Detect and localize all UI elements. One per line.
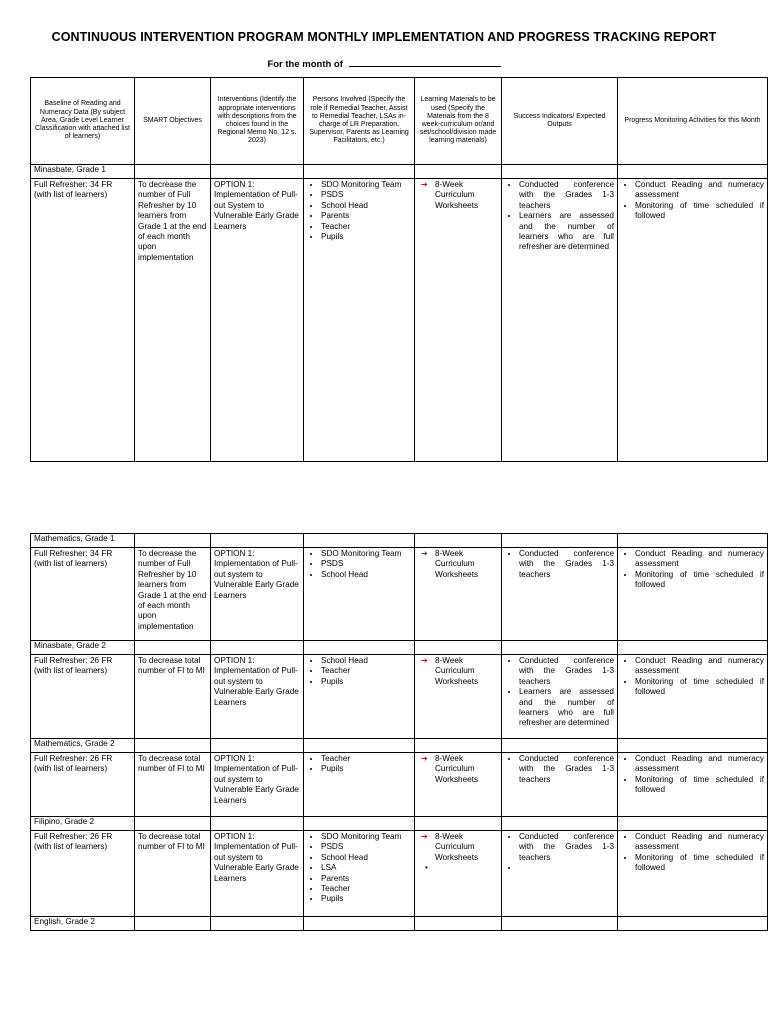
indicators-cell	[502, 655, 618, 739]
monitoring-cell	[618, 179, 768, 462]
persons-cell	[304, 179, 415, 462]
persons-cell	[304, 655, 415, 739]
empty-cell	[304, 917, 415, 931]
list-item: • Monitoring of time scheduled if followed	[635, 201, 764, 222]
list-item: • Monitoring of time scheduled if followed	[635, 775, 764, 796]
empty-cell	[502, 165, 618, 179]
empty-cell	[415, 817, 502, 831]
month-blank-field	[349, 57, 501, 67]
arrow-marker-icon: ➔	[421, 832, 428, 841]
baseline-cell: Full Refresher: 34 FR (with list of learners)	[31, 179, 135, 462]
list-item: • Conduct Reading and numeracy assessment	[635, 656, 764, 677]
list-item	[418, 656, 498, 687]
group-label: Mathematics, Grade 1	[31, 534, 135, 548]
materials-cell	[415, 548, 502, 641]
material-text: 8-Week Curriculum Worksheets	[435, 549, 479, 579]
persons-cell-list	[307, 832, 411, 905]
empty-cell	[135, 917, 211, 931]
baseline-cell: Full Refresher: 34 FR (with list of learners)	[31, 548, 135, 641]
list-item: • Conduct Reading and numeracy assessment	[635, 180, 764, 201]
empty-cell	[135, 165, 211, 179]
header-objectives: SMART Objectives	[135, 78, 211, 165]
list-item: • Pupils	[321, 764, 411, 774]
group-label: Minasbate, Grade 1	[31, 165, 135, 179]
list-item: • LSA	[321, 863, 411, 873]
intervention-cell: OPTION 1: Implementation of Pull-out system to Vulnerable Early Grade Learners	[211, 548, 304, 641]
empty-cell	[618, 817, 768, 831]
list-item: • Teacher	[321, 884, 411, 894]
empty-cell	[304, 641, 415, 655]
indicators-cell	[502, 179, 618, 462]
material-text: 8-Week Curriculum Worksheets	[435, 180, 479, 210]
empty-cell	[415, 165, 502, 179]
empty-cell	[415, 739, 502, 753]
materials-cell	[415, 831, 502, 917]
header-monitoring: Progress Monitoring Activities for this Month	[618, 78, 768, 165]
table-body-bottom	[31, 534, 768, 931]
baseline-cell: Full Refresher: 26 FR (with list of learners)	[31, 655, 135, 739]
monitoring-cell-list	[621, 180, 764, 222]
materials-list	[418, 754, 498, 785]
empty-cell	[415, 917, 502, 931]
materials-cell	[415, 179, 502, 462]
table-row	[31, 831, 768, 917]
baseline-cell: Full Refresher: 26 FR (with list of learners)	[31, 753, 135, 817]
empty-cell	[135, 817, 211, 831]
indicators-cell-list	[505, 754, 614, 785]
persons-cell	[304, 548, 415, 641]
materials-list	[418, 656, 498, 687]
empty-cell	[502, 739, 618, 753]
monitoring-cell	[618, 655, 768, 739]
list-item: • Conduct Reading and numeracy assessment	[635, 832, 764, 853]
group-row	[31, 641, 768, 655]
materials-list	[418, 549, 498, 580]
table-row	[31, 548, 768, 641]
list-item: • Learners are assessed and the number of learners who are full refresher are determined	[519, 687, 614, 729]
intervention-cell: OPTION 1: Implementation of Pull-out system to Vulnerable Early Grade Learners	[211, 655, 304, 739]
arrow-marker-icon: ➔	[421, 180, 428, 189]
header-baseline: Baseline of Reading and Numeracy Data (By subject Area, Grade Level Learner Classification with attached list of learners)	[31, 78, 135, 165]
intervention-cell: OPTION 1: Implementation of Pull-out system to Vulnerable Early Grade Learners	[211, 753, 304, 817]
empty-cell	[304, 534, 415, 548]
bullet-icon: •	[425, 863, 428, 873]
list-item: • School Head	[321, 570, 411, 580]
persons-cell-list	[307, 549, 411, 580]
empty-cell	[415, 534, 502, 548]
list-item: • Conduct Reading and numeracy assessment	[635, 549, 764, 570]
group-row	[31, 165, 768, 179]
persons-cell-list	[307, 754, 411, 775]
list-item: • Parents	[321, 211, 411, 221]
empty-cell	[135, 641, 211, 655]
monitoring-cell	[618, 548, 768, 641]
materials-list	[418, 180, 498, 211]
list-item: • Conducted conference with the Grades 1-3 teachers	[519, 549, 614, 580]
persons-cell	[304, 831, 415, 917]
monitoring-cell	[618, 753, 768, 817]
list-item: • Conducted conference with the Grades 1-3 teachers	[519, 180, 614, 211]
table-row	[31, 655, 768, 739]
list-item: • Pupils	[321, 894, 411, 904]
indicators-cell	[502, 831, 618, 917]
arrow-marker-icon: ➔	[421, 754, 428, 763]
indicators-cell-list	[505, 656, 614, 729]
empty-cell	[304, 739, 415, 753]
arrow-marker-icon: ➔	[421, 549, 428, 558]
list-item: • SDO Monitoring Team	[321, 549, 411, 559]
empty-cell	[502, 917, 618, 931]
list-item	[418, 832, 498, 863]
empty-cell	[502, 641, 618, 655]
materials-cell	[415, 753, 502, 817]
empty-cell	[304, 165, 415, 179]
header-indicators: Success Indicators/ Expected Outputs	[502, 78, 618, 165]
objective-cell: To decrease total number of FI to MI	[135, 655, 211, 739]
list-item: • PSDS	[321, 190, 411, 200]
list-item: • SDO Monitoring Team	[321, 832, 411, 842]
baseline-cell: Full Refresher: 26 FR (with list of learners)	[31, 831, 135, 917]
indicators-cell-list	[505, 832, 614, 874]
list-item: • School Head	[321, 656, 411, 666]
monitoring-cell-list	[621, 754, 764, 796]
group-row	[31, 917, 768, 931]
list-item: • Learners are assessed and the number of learners who are full refresher are determined	[519, 211, 614, 253]
list-item: • Teacher	[321, 666, 411, 676]
intervention-cell: OPTION 1: Implementation of Pull-out system to Vulnerable Early Grade Learners	[211, 831, 304, 917]
list-item: • School Head	[321, 201, 411, 211]
monitoring-cell-list	[621, 656, 764, 698]
header-row	[31, 78, 768, 165]
month-label: For the month of	[267, 59, 343, 70]
header-materials: Learning Materials to be used (Specify the Materials from the 8 week-curriculum or/and set/school/division made learning materials)	[415, 78, 502, 165]
materials-cell	[415, 655, 502, 739]
objective-cell: To decrease total number of FI to MI	[135, 753, 211, 817]
list-item	[418, 863, 498, 873]
list-item: • Monitoring of time scheduled if followed	[635, 570, 764, 591]
list-item: • School Head	[321, 853, 411, 863]
intervention-cell: OPTION 1: Implementation of Pull-out System to Vulnerable Early Grade Learners	[211, 179, 304, 462]
group-label: Mathematics, Grade 2	[31, 739, 135, 753]
monitoring-cell-list	[621, 832, 764, 874]
persons-cell-list	[307, 180, 411, 242]
group-row	[31, 739, 768, 753]
report-table-page-section-2	[30, 533, 768, 931]
empty-cell	[211, 534, 304, 548]
list-item: • Conducted conference with the Grades 1-3 teachers	[519, 754, 614, 785]
list-item: • Monitoring of time scheduled if followed	[635, 677, 764, 698]
material-text: 8-Week Curriculum Worksheets	[435, 754, 479, 784]
empty-cell	[502, 817, 618, 831]
header-interventions: Interventions (Identify the appropriate interventions with descriptions from the choices found in the Regional Memo No. 12 s. 2023)	[211, 78, 304, 165]
header-persons: Persons Involved (Specify the role if Remedial Teacher, Assist to Remedial Teacher, LSAs in-charge of LR Preparation, Supervisor, Parents as Learning Facilitators, etc.)	[304, 78, 415, 165]
persons-cell	[304, 753, 415, 817]
table-row	[31, 179, 768, 462]
list-item: • Conducted conference with the Grades 1-3 teachers	[519, 656, 614, 687]
list-item: • Teacher	[321, 754, 411, 764]
list-item: • Pupils	[321, 677, 411, 687]
indicators-cell	[502, 548, 618, 641]
list-item	[418, 549, 498, 580]
month-line	[0, 57, 768, 70]
list-item: • PSDS	[321, 842, 411, 852]
group-row	[31, 817, 768, 831]
persons-cell-list	[307, 656, 411, 687]
empty-cell	[618, 534, 768, 548]
report-table-page-section-1	[30, 77, 768, 462]
report-title: CONTINUOUS INTERVENTION PROGRAM MONTHLY IMPLEMENTATION AND PROGRESS TRACKING REPORT	[51, 30, 717, 44]
group-row	[31, 534, 768, 548]
empty-cell	[618, 641, 768, 655]
empty-cell	[211, 817, 304, 831]
group-label: Filipino, Grade 2	[31, 817, 135, 831]
table-row	[31, 753, 768, 817]
materials-list	[418, 832, 498, 874]
list-item	[418, 754, 498, 785]
empty-cell	[618, 165, 768, 179]
list-item	[519, 863, 614, 873]
arrow-marker-icon: ➔	[421, 656, 428, 665]
empty-cell	[211, 641, 304, 655]
list-item: • Parents	[321, 874, 411, 884]
monitoring-cell	[618, 831, 768, 917]
empty-cell	[211, 165, 304, 179]
empty-cell	[135, 739, 211, 753]
group-label: Minasbate, Grade 2	[31, 641, 135, 655]
indicators-cell-list	[505, 180, 614, 253]
list-item: • Monitoring of time scheduled if followed	[635, 853, 764, 874]
empty-cell	[618, 917, 768, 931]
indicators-cell	[502, 753, 618, 817]
list-item: • Conduct Reading and numeracy assessment	[635, 754, 764, 775]
objective-cell: To decrease the number of Full Refresher by 10 learners from Grade 1 at the end of each month upon implementation	[135, 548, 211, 641]
empty-cell	[211, 739, 304, 753]
list-item: • Conducted conference with the Grades 1-3 teachers	[519, 832, 614, 863]
indicators-cell-list	[505, 549, 614, 580]
empty-cell	[618, 739, 768, 753]
material-text: 8-Week Curriculum Worksheets	[435, 656, 479, 686]
list-item: • PSDS	[321, 559, 411, 569]
objective-cell: To decrease total number of FI to MI	[135, 831, 211, 917]
group-label: English, Grade 2	[31, 917, 135, 931]
list-item: • Pupils	[321, 232, 411, 242]
list-item: • Teacher	[321, 222, 411, 232]
empty-cell	[415, 641, 502, 655]
material-text: 8-Week Curriculum Worksheets	[435, 832, 479, 862]
objective-cell: To decrease the number of Full Refresher by 10 learners from Grade 1 at the end of each month upon implementation	[135, 179, 211, 462]
table-body-top	[31, 165, 768, 462]
monitoring-cell-list	[621, 549, 764, 591]
empty-cell	[304, 817, 415, 831]
empty-cell	[502, 534, 618, 548]
empty-cell	[135, 534, 211, 548]
empty-cell	[211, 917, 304, 931]
list-item	[418, 180, 498, 211]
list-item: • SDO Monitoring Team	[321, 180, 411, 190]
